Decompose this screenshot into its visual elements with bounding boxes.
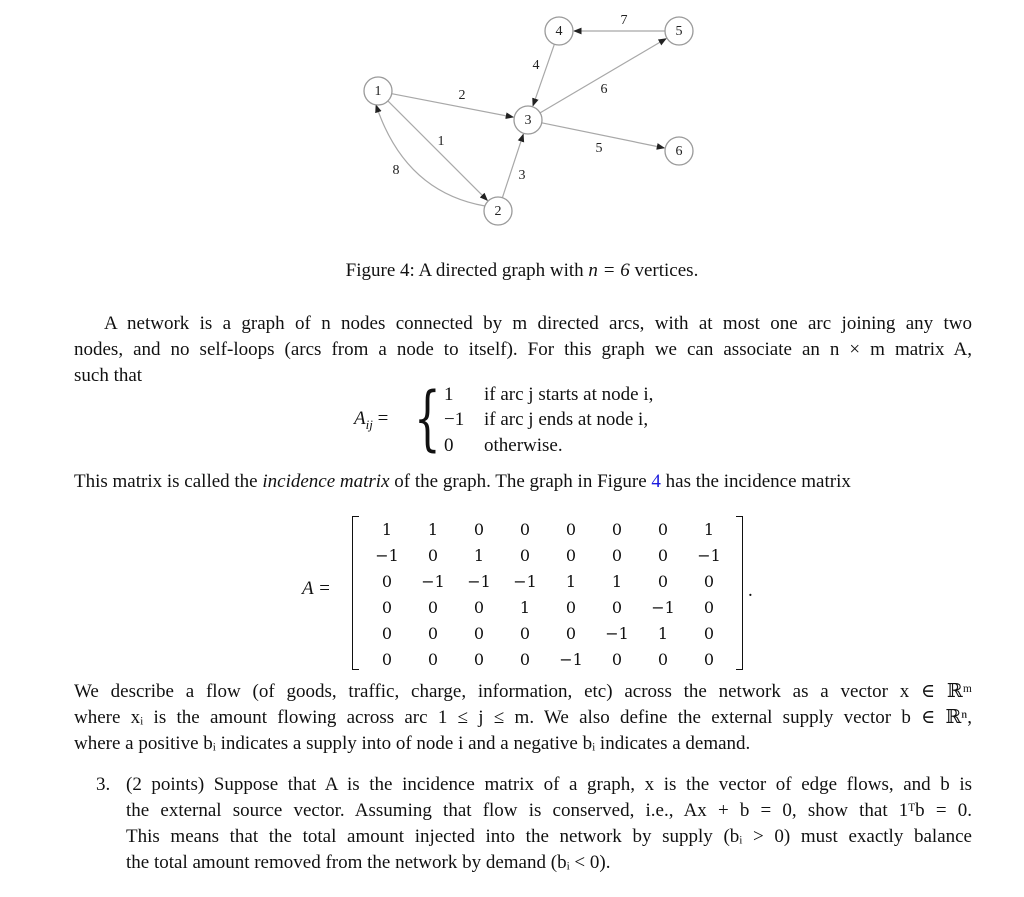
- caption-prefix: Figure 4: A directed graph with: [345, 260, 589, 281]
- figure-reference-link[interactable]: 4: [651, 471, 661, 492]
- edge-label-arc-5: 5: [595, 141, 603, 157]
- matrix-cell: 0: [657, 519, 669, 539]
- matrix-row: [364, 568, 732, 594]
- node-label: 5: [675, 24, 683, 40]
- edge-label-arc-4: 4: [532, 58, 540, 74]
- edge-label-arc-1: 1: [437, 134, 445, 150]
- matrix-cell: 0: [381, 597, 393, 617]
- problem-body: [126, 772, 972, 876]
- matrix-cell: 0: [565, 597, 577, 617]
- intro-paragraph: [74, 311, 972, 389]
- definition-case-1: 1 if arc j starts at node i,: [444, 384, 654, 405]
- node-label: 3: [524, 113, 532, 129]
- problem-number: 3.: [96, 774, 111, 795]
- definition-case-3: 0 otherwise.: [444, 435, 563, 456]
- edge-label-arc-6: 6: [600, 82, 608, 98]
- graph-edge-arc-6: [540, 39, 666, 113]
- matrix-cell: 0: [611, 649, 623, 669]
- problem-line-3: This means that the total amount injected into the network by supply (bᵢ > 0) must exactly balance: [126, 826, 972, 847]
- matrix-cell: 0: [611, 597, 623, 617]
- matrix-cell: 1: [657, 623, 669, 643]
- graph-nodes: [364, 17, 693, 225]
- matrix-cell: 0: [427, 649, 439, 669]
- matrix-cell: 0: [473, 597, 485, 617]
- graph-edge-arc-1: [388, 101, 487, 200]
- matrix-cell: 1: [473, 545, 485, 565]
- matrix-cell: 0: [703, 571, 715, 591]
- graph-node-6: [665, 137, 693, 165]
- matrix-cell: 0: [519, 519, 531, 539]
- intro-line-2: nodes, and no self-loops (arcs from a node to itself). For this graph we can associate an n × m matrix A,: [74, 339, 972, 360]
- graph-edge-arc-4: [533, 44, 554, 106]
- figure-caption: [0, 258, 1024, 284]
- node-label: 4: [555, 24, 563, 40]
- matrix-cell: −1: [697, 545, 721, 565]
- matrix-cell: 0: [565, 545, 577, 565]
- flow-line-1: We describe a flow (of goods, traffic, charge, information, etc) across the network as a vector x ∈ ℝᵐ: [74, 681, 972, 702]
- node-label: 2: [494, 204, 502, 220]
- matrix-cell: 0: [565, 519, 577, 539]
- edge-label-arc-8: 8: [392, 163, 400, 179]
- matrix-cell: 0: [427, 623, 439, 643]
- intro-line-1: A network is a graph of n nodes connected by m directed arcs, with at most one arc joining any two: [104, 313, 972, 334]
- graph-edge-arc-8: [376, 105, 485, 206]
- matrix-cell: 0: [473, 623, 485, 643]
- caption-suffix: vertices.: [629, 260, 699, 281]
- matrix-cell: 0: [381, 623, 393, 643]
- caption-math: n = 6: [588, 260, 630, 281]
- matrix-cell: −1: [421, 571, 445, 591]
- incidence-matrix: [302, 514, 762, 670]
- matrix-cell: 1: [519, 597, 531, 617]
- matrix-cell: 0: [519, 623, 531, 643]
- matrix-table: [364, 516, 732, 672]
- graph-node-5: [665, 17, 693, 45]
- matrix-cell: −1: [467, 571, 491, 591]
- matrix-cell: −1: [375, 545, 399, 565]
- matrix-row: [364, 542, 732, 568]
- problem-line-1: (2 points) Suppose that A is the incidence matrix of a graph, x is the vector of edge flows, and b is: [126, 774, 972, 795]
- graph-edge-arc-3: [502, 134, 523, 197]
- matrix-period: .: [748, 580, 753, 601]
- matrix-cell: 0: [657, 571, 669, 591]
- matrix-lhs: A =: [302, 578, 331, 599]
- node-label: 6: [675, 144, 683, 160]
- matrix-cell: 0: [611, 519, 623, 539]
- edge-label-arc-2: 2: [458, 88, 466, 104]
- matrix-cell: 1: [565, 571, 577, 591]
- matrix-cell: −1: [651, 597, 675, 617]
- matrix-cell: 0: [703, 597, 715, 617]
- incidence-sentence: This matrix is called the incidence matrix of the graph. The graph in Figure 4 has the incidence matrix: [74, 471, 851, 492]
- matrix-cell: 1: [427, 519, 439, 539]
- matrix-right-bracket: [736, 516, 743, 670]
- definition-case-2: −1 if arc j ends at node i,: [444, 409, 649, 430]
- flow-paragraph: [74, 679, 972, 757]
- matrix-left-bracket: [352, 516, 359, 670]
- matrix-row: [364, 646, 732, 672]
- matrix-cell: −1: [605, 623, 629, 643]
- graph-edge-arc-2: [392, 94, 514, 117]
- matrix-row: [364, 516, 732, 542]
- matrix-cell: 0: [473, 519, 485, 539]
- node-label: 1: [374, 84, 382, 100]
- matrix-cell: −1: [559, 649, 583, 669]
- matrix-cell: 0: [427, 597, 439, 617]
- matrix-cell: 1: [381, 519, 393, 539]
- matrix-cell: 0: [381, 649, 393, 669]
- matrix-cell: 0: [519, 545, 531, 565]
- matrix-row: [364, 620, 732, 646]
- problem-line-4: the total amount removed from the network by demand (bᵢ < 0).: [126, 852, 611, 873]
- matrix-cell: 0: [427, 545, 439, 565]
- matrix-cell: 1: [703, 519, 715, 539]
- graph-node-3: [514, 106, 542, 134]
- matrix-cell: 0: [473, 649, 485, 669]
- matrix-cell: 0: [657, 649, 669, 669]
- directed-graph-figure: [0, 0, 1024, 240]
- matrix-cell: 0: [381, 571, 393, 591]
- incidence-term: incidence matrix: [262, 471, 390, 492]
- matrix-cell: 0: [519, 649, 531, 669]
- flow-line-2: where xᵢ is the amount flowing across arc 1 ≤ j ≤ m. We also define the external supply vector b ∈ ℝⁿ,: [74, 707, 972, 728]
- edge-label-arc-3: 3: [518, 168, 526, 184]
- flow-line-3: where a positive bᵢ indicates a supply into of node i and a negative bᵢ indicates a demand.: [74, 733, 751, 754]
- graph-node-1: [364, 77, 392, 105]
- matrix-cell: 0: [611, 545, 623, 565]
- matrix-row: [364, 594, 732, 620]
- matrix-cell: 1: [611, 571, 623, 591]
- graph-node-4: [545, 17, 573, 45]
- graph-node-2: [484, 197, 512, 225]
- graph-edge-arc-5: [542, 123, 665, 148]
- problem-line-2: the external source vector. Assuming that flow is conserved, i.e., Ax + b = 0, show that 1ᵀb = 0.: [126, 800, 972, 821]
- matrix-cell: 0: [703, 649, 715, 669]
- definition-lhs: $A_{ij}$ =: [354, 408, 389, 432]
- matrix-cell: −1: [513, 571, 537, 591]
- definition-brace: {: [414, 377, 441, 459]
- intro-line-3: such that: [74, 365, 143, 386]
- matrix-cell: 0: [657, 545, 669, 565]
- matrix-cell: 0: [703, 623, 715, 643]
- edge-label-arc-7: 7: [620, 13, 628, 29]
- matrix-cell: 0: [565, 623, 577, 643]
